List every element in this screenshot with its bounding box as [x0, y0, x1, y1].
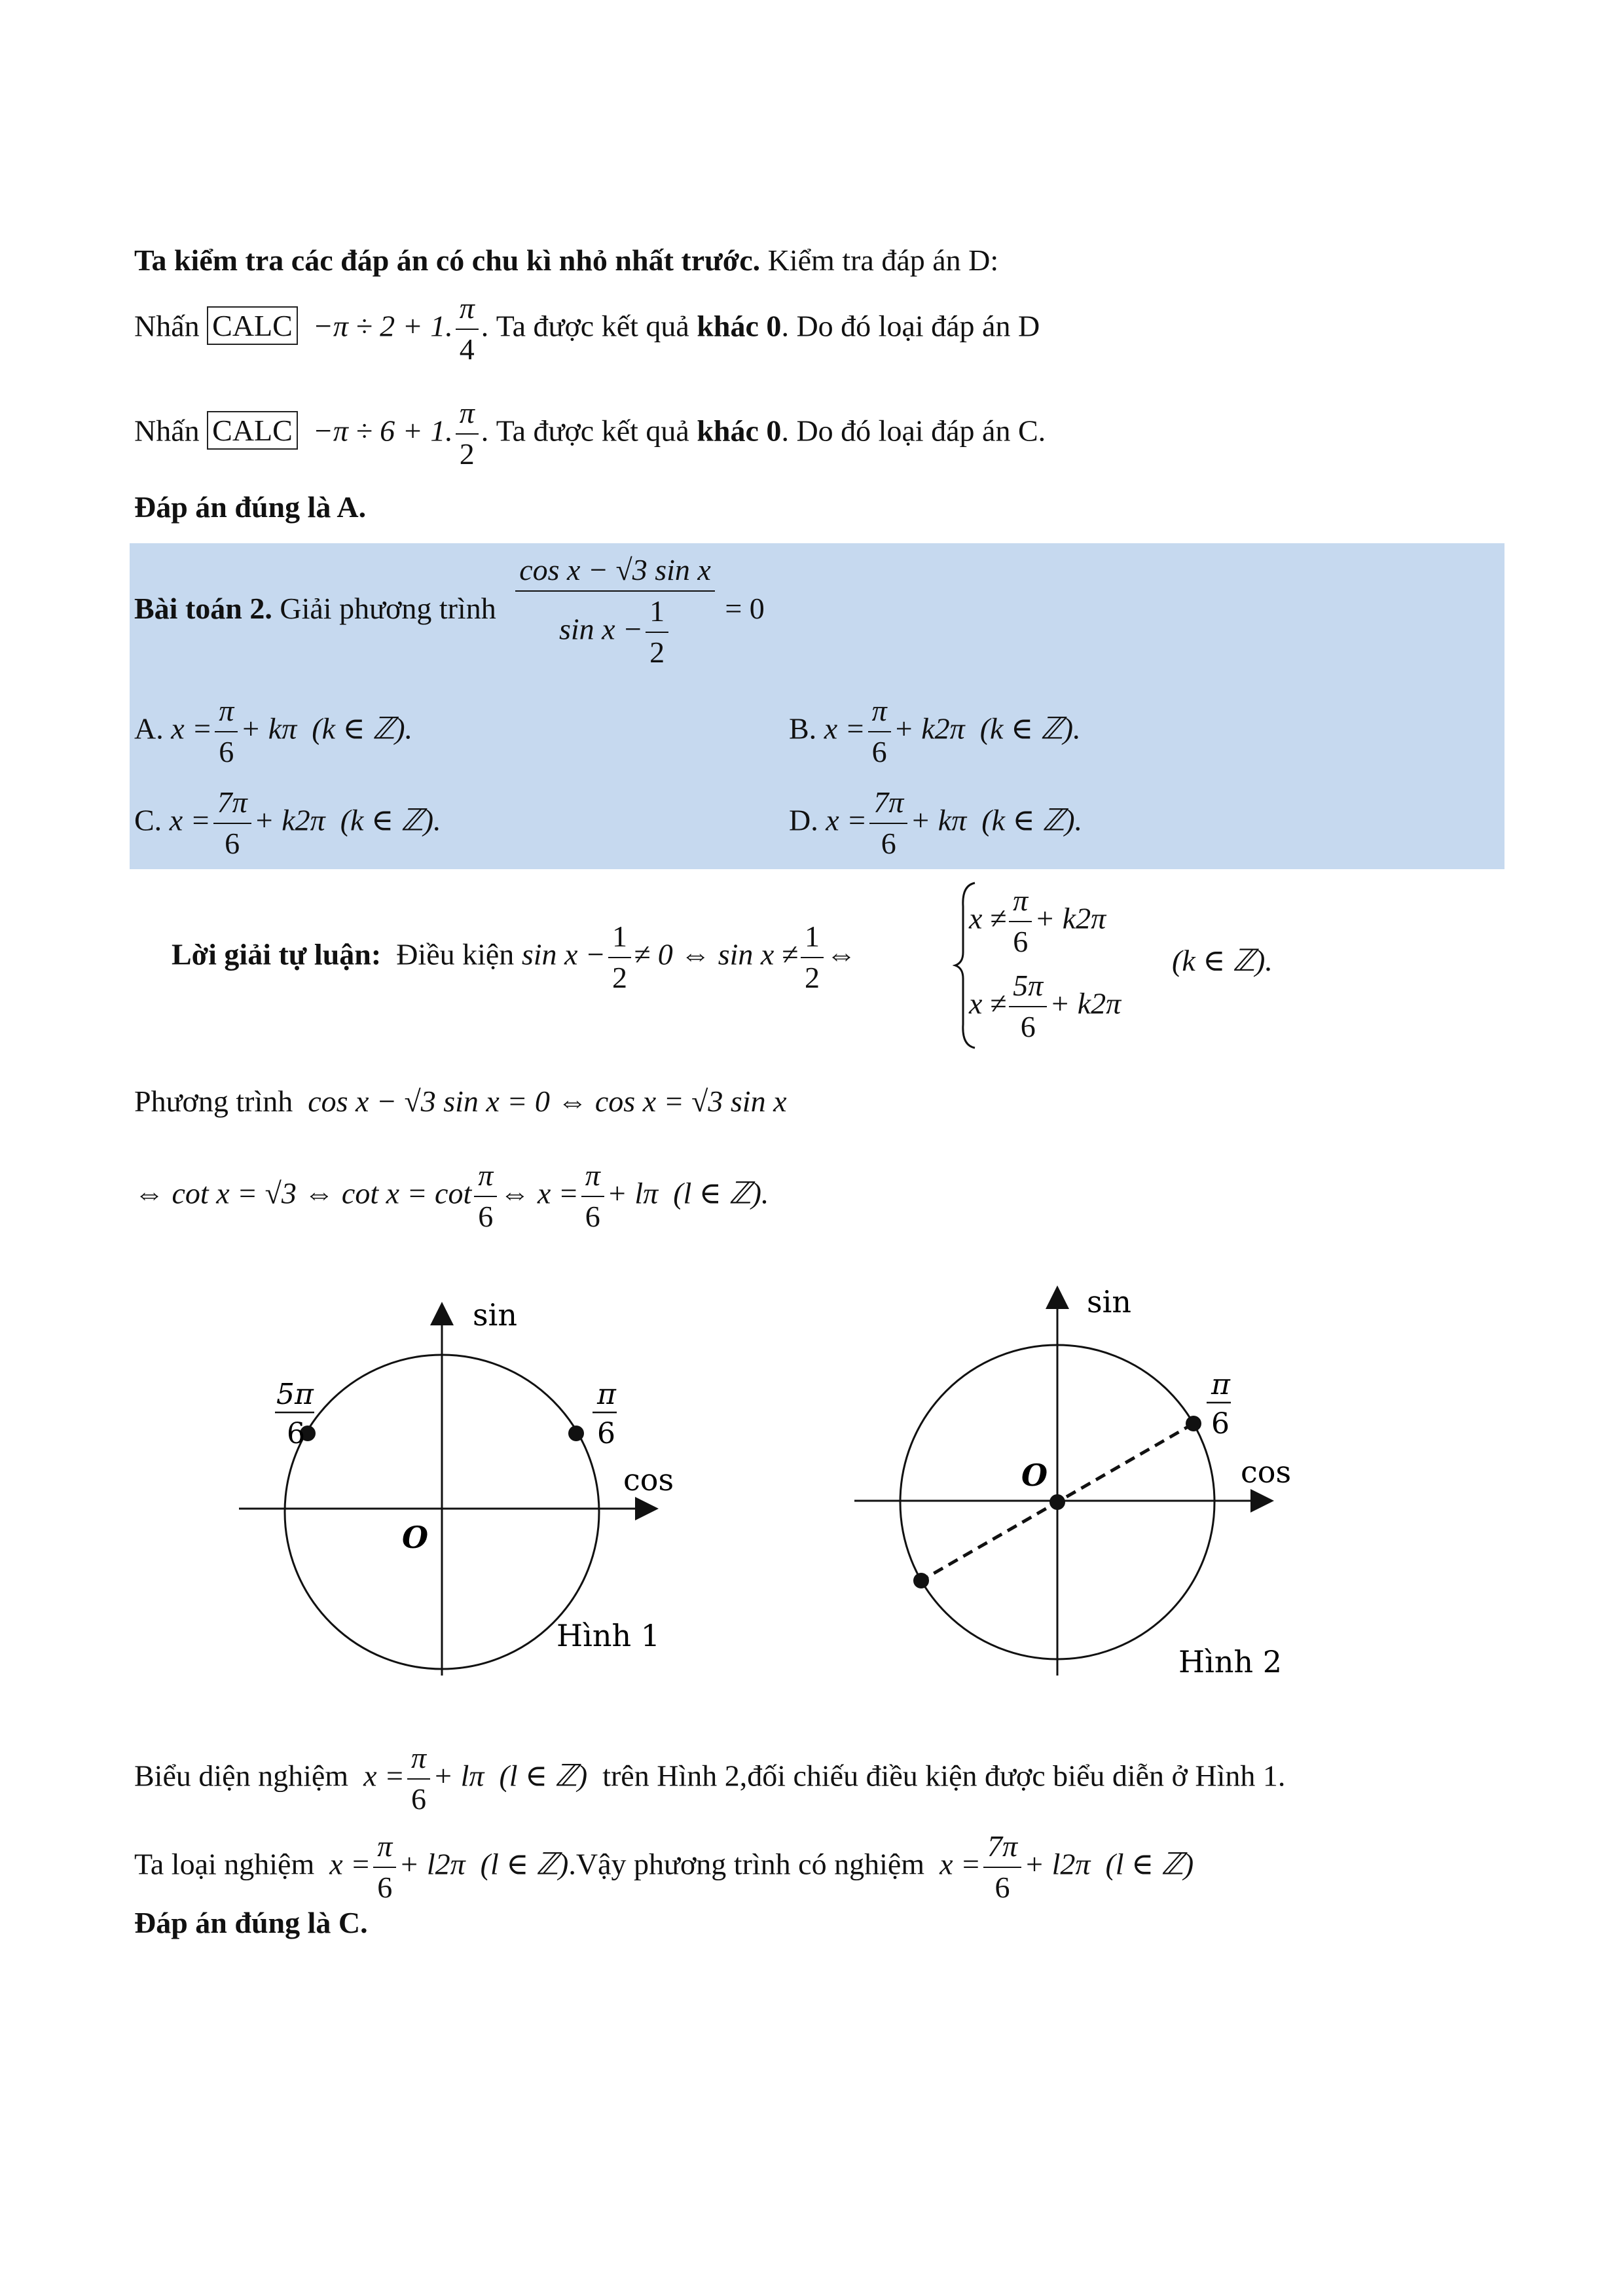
fraction: $\frac{\pi}{4}$ [456, 291, 479, 367]
label-pi-6-num: π [1211, 1368, 1230, 1401]
label-pi-6-den: 6 [1211, 1407, 1230, 1441]
equation-line: Phương trình cos x − √3 sin x = 0 ⇔ cos x = √3 sin x [134, 1085, 787, 1118]
figure-2 [845, 1273, 1316, 1679]
calc-bold: khác 0 [697, 309, 782, 343]
label-5pi-6-den: 6 [287, 1417, 305, 1450]
calc-text-2: . Do đó loại đáp án C. [781, 414, 1046, 448]
label-pi-6-den: 6 [597, 1417, 615, 1450]
press-text: Nhấn [134, 414, 200, 448]
origin-label: O [1021, 1458, 1048, 1493]
origin-label: O [402, 1520, 429, 1555]
label-pi-6-num: π [597, 1378, 616, 1411]
k-condition: (k ∈ ℤ). [1172, 944, 1273, 977]
sin-label: sin [473, 1297, 517, 1333]
problem-statement [134, 553, 765, 670]
solution-line: Lời giải tự luận: Điều kiện sin x − $\frac{1}{2}$ ≠ 0 ⇔ sin x ≠ $\frac{1}{2}$ ⇔ [172, 920, 857, 994]
option-d: D. x = $\frac{7\pi}{6}$ + kπ (k ∈ ℤ). [789, 785, 1083, 860]
option-c: C. x = $\frac{7\pi}{6}$ + k2π (k ∈ ℤ). [134, 785, 441, 860]
label-5pi-6-num: 5π [276, 1378, 314, 1411]
exclude-line: Ta loại nghiệm x = $\frac{\pi}{6}$ + l2π (l ∈ ℤ).Vậy phương trình có nghiệm x = $\frac{7\pi}{6}$ + l2π (l ∈ ℤ) [134, 1829, 1194, 1904]
calc-line-2 [134, 396, 1046, 472]
cot-line: ⇔ cot x = √3 ⇔ cot x = cot $\frac{\pi}{6}$ ⇔ x = $\frac{\pi}{6}$ + lπ (l ∈ ℤ). [134, 1158, 769, 1233]
cos-label: cos [623, 1462, 674, 1498]
check-rest: Kiểm tra đáp án D: [760, 243, 999, 277]
point-7pi-6 [913, 1573, 929, 1588]
sin-label: sin [1087, 1284, 1131, 1319]
press-text: Nhấn [134, 309, 200, 343]
check-line [134, 245, 998, 276]
calc-text: . Ta được kết quả [481, 414, 697, 448]
cos-label: cos [1241, 1454, 1292, 1490]
system-line-2: x ≠ $\frac{5\pi}{6}$ + k2π [969, 969, 1122, 1043]
option-a: A. x = $\frac{\pi}{6}$ + kπ (k ∈ ℤ). [134, 694, 413, 768]
system-line-1: x ≠ $\frac{\pi}{6}$ + k2π [969, 884, 1106, 958]
fraction: $\frac{\pi}{2}$ [456, 396, 479, 472]
calc-expr: −π ÷ 6 + 1. [312, 414, 453, 448]
calc-expr: −π ÷ 2 + 1. [312, 309, 453, 343]
calc-key: CALC [207, 411, 298, 450]
represent-line: Biểu diện nghiệm x = $\frac{\pi}{6}$ + lπ (l ∈ ℤ) trên Hình 2,đối chiếu điều kiện được biểu diễn ở Hình 1. [134, 1741, 1286, 1816]
point-pi-6 [568, 1426, 584, 1441]
condition-text: Điều kiện [396, 937, 515, 971]
problem-text: Giải phương trình [272, 591, 496, 625]
calc-text-2: . Do đó loại đáp án D [781, 309, 1040, 343]
point-pi-6 [1186, 1416, 1201, 1431]
figure-1 [229, 1283, 701, 1676]
calc-bold: khác 0 [697, 414, 782, 448]
option-b: B. x = $\frac{\pi}{6}$ + k2π (k ∈ ℤ). [789, 694, 1081, 768]
calc-text: . Ta được kết quả [481, 309, 697, 343]
problem-equation-fraction: cos x − √3 sin x sin x − $\frac{1}{2}$ [515, 553, 715, 670]
answer-2: Đáp án đúng là C. [134, 1906, 368, 1939]
calc-key: CALC [207, 306, 298, 345]
check-bold: Ta kiểm tra các đáp án có chu kì nhỏ nhất trước. [134, 243, 761, 277]
figure-caption: Hình 2 [1178, 1644, 1282, 1679]
figure-caption: Hình 1 [556, 1618, 660, 1653]
problem-rhs: = 0 [725, 591, 765, 625]
problem-label: Bài toán 2. [134, 591, 272, 625]
origin-point [1049, 1494, 1065, 1510]
solution-label: Lời giải tự luận: [172, 937, 382, 971]
answer-1: Đáp án đúng là A. [134, 490, 367, 524]
calc-line-1 [134, 291, 1040, 367]
